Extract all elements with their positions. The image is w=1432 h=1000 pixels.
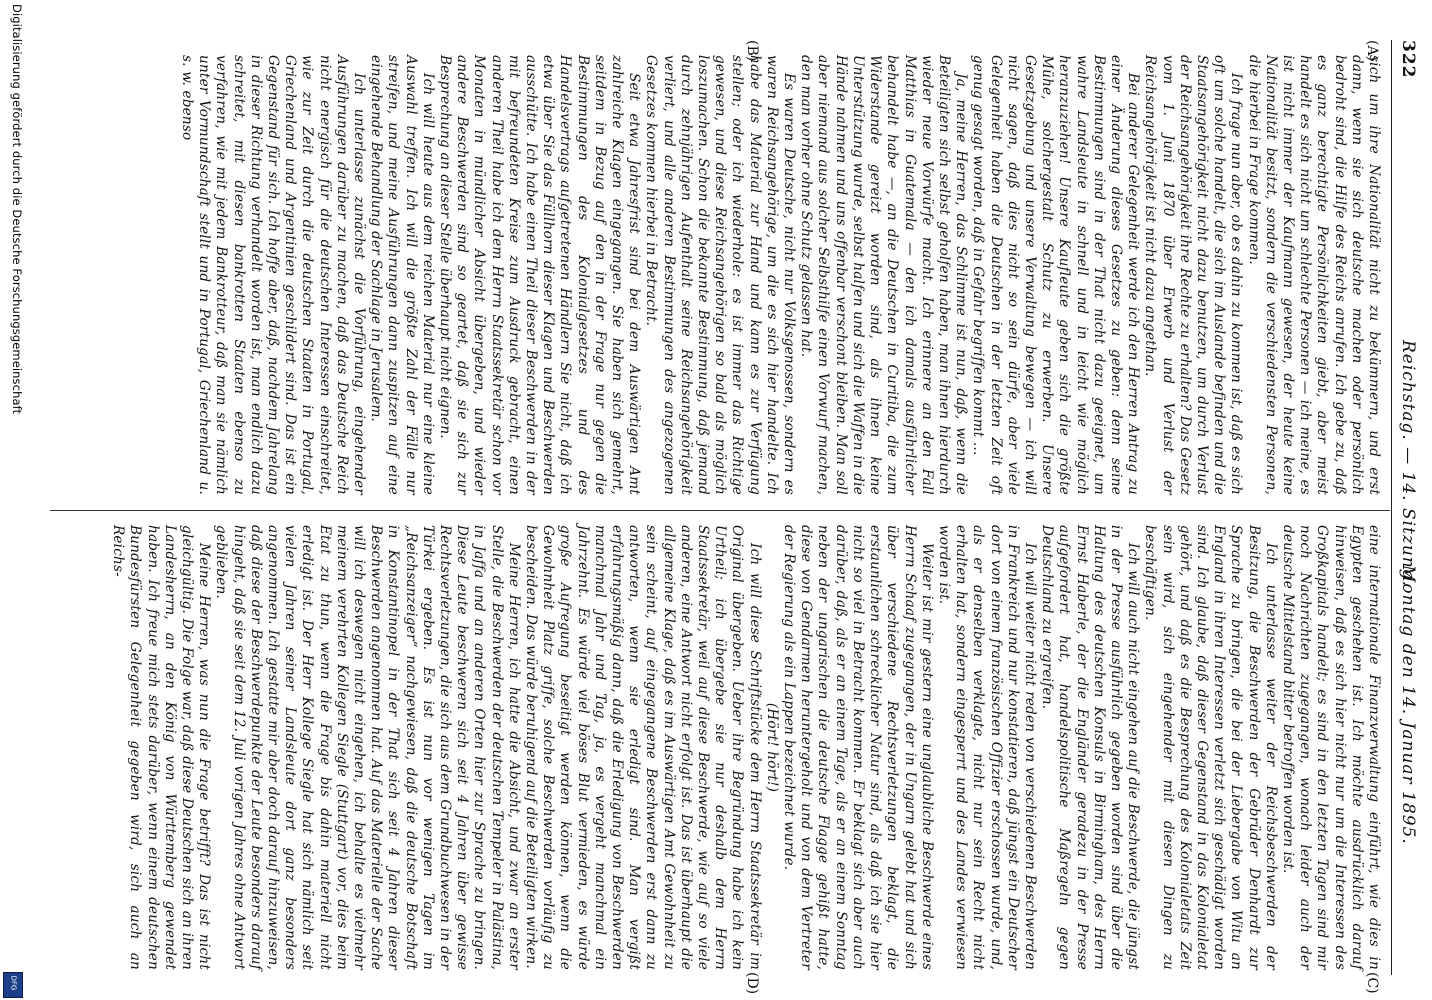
header-date: Montag den 14. Januar 1895.	[1398, 565, 1418, 845]
margin-mark-c: (C)	[1364, 972, 1380, 994]
dfg-logo-icon	[3, 972, 23, 998]
paragraph: Weiter ist mir gestern eine unglaubliche Beschwerde eines Herrn Schaaf zugegangen, der in Ungarn gelebt hat und sich über verschiedene Rechtsverletzungen beklagt, die erstaunlichen schrecklicher Natur sind, als daß ich sie hier nicht so viel in Betracht kommen. Er beklagt sich aber auch darüber, daß, als er an einem Tage, als er an einem Sonntag neben der ungarischen die deutsche Flagge gehißt hatte, diese von Gendarmen heruntergeholt und von dem Vertreter der Regierung als ein Lappen bezeichnet wurde.	[781, 525, 935, 970]
paragraph: Seit etwa Jahresfrist sind bei dem Auswärtigen Amt zahlreiche Klagen eingegangen. Sie haben sich gemehrt, seitdem in Bezug auf den in der Frage nur gegen die Bestimmungen des Kolonialgesetzes und des Handelsvertrags aufgetretenen Händlern Sie nicht, daß ich etwa über Sie das Füllhorn dieser Klagen und Beschwerden ausschütte. Ich habe einen Theil dieser Beschwerden in der mit befreundeten Kreise zum Ausdruck gebracht, einen anderen Theil habe ich dem Herrn Staatssekretär schon vor Monaten in mündlicher Absicht übergeben, und wieder andere Beschwerden sind so geartet, daß sie sich zur Besprechung an dieser Stelle überhaupt nicht eignen.	[437, 55, 643, 495]
paragraph: Ich will heute aus dem reichen Material nur eine kleine Auswahl treffen. Ich will die größte Zahl der Fälle nur streifen, und meine Ausführungen dann zuspitzen auf eine eingehende Behandlung der Sachlage in Jerusalem.	[368, 55, 436, 495]
paragraph: Ich will diese Schriftstücke dem Herrn Staatssekretär im Original übergeben. Ueber ihre Begründung habe ich kein Urtheil; ich übergebe sie nur deshalb dem Herrn Staatssekretär, weil auf diese Beschwerde, wie auf so viele anderen, eine Antwort nicht erfolgt ist. Das ist überhaupt die allgemeine Klage, daß es im Auswärtigen Amt Gewohnheit zu sein scheint, auf eingegangene Beschwerden erst dann zu antworten, wenn sie erledigt sind. Man vergißt erfahrungsmäßig dann, daß die Erledigung von Beschwerden manchmal Jahr und Tag, ja, es vergeht manchmal ein Jahrzehnt. Es würde viel böses Blut vermieden, es würde große Aufregung beseitigt werden können, wenn die Gewohnheit Platz griffe, solche Beschwerden vorläufig zu bescheiden. Das würde beruhigend auf die Beteiligten wirken.	[523, 525, 763, 970]
paragraph: Meine Herren, was nun die Frage betrifft? Das ist nicht gleichgültig. Die Folge war, daß diese Deutschen sich an ihren Landesherrn, an den König von Württemberg gewendet haben. Ich freue mich stets darüber, wenn einem deutschen Bundesfürsten Gelegenheit gegeben wird, sich auch an Reichs-	[110, 525, 213, 970]
margin-mark-d: (D)	[744, 972, 760, 995]
paragraph: Ich frage nun aber, ob es dahin zu kommen ist, daß es sich oft um solche handelt, die sich im Auslande befinden und die Staatsangehörigkeit nicht dazu benutzen, um durch Verlust der Reichsangehörigkeit ihre Rechte zu erhalten? Das Gesetz vom 1. Juni 1870 über Erwerb und Verlust der Reichsangehörigkeit ist nicht dazu angethan.	[1142, 55, 1245, 495]
header-rule	[1391, 40, 1392, 975]
paragraph: Ich will weiter nicht reden von verschiedenen Beschwerden in Frankreich und nur konstatieren, daß jüngst ein Deutscher dort von einem französischen Offizier erschossen wurde, und, als er denselben verklagte, nicht nur sein Recht nicht erhalten hat, sondern eingesperrt und des Landes verwiesen worden ist.	[935, 525, 1038, 970]
paragraph: Bei anderer Gelegenheit werde ich den Herren Antrag zu einer Änderung dieses Gesetzes zu geben: denn seine Bestimmungen sind in der That nicht dazu geeignet, um wahre Landsleute in schnell und in leicht wie möglich heranzuziehen! Unsere Kaufleute geben sich die größte Mühe, solchergestalt Schutz zu erwerben. Unsere Gesetzgebung und unsere Verwaltung bewegen — ich will nicht sagen, daß dies nicht so sein dürfe, aber viele Gelegenheit haben die Deutschen in der letzten Zeit oft genug gesagt worden, daß in Gefahr begriffen kommt ...	[970, 55, 1142, 495]
paragraph: eine internationale Finanzverwaltung einführt, wie dies in Egypten geschehen ist. Ich möchte ausdrücklich darauf hinweisen, daß es sich hier nicht nur um die Interessen des Großkapitals handelt; es sind in den letzten Tagen sind mir noch Nachrichten zugegangen, wonach leider auch der deutsche Mittelstand bitter betroffen worden ist.	[1279, 525, 1382, 970]
digitization-note: Digitalisierung gefördert durch die Deutsche Forschungsgemeinschaft	[10, 4, 24, 415]
column-divider	[50, 510, 1390, 511]
interjection: (Hört! hört!)	[763, 702, 780, 793]
paragraph: Meine Herren, ich hatte die Absicht, und zwar an erster Stelle, die Beschwerden der deutschen Tempeler in Palästina, in Jaffa und an anderen Orten hier zur Sprache zu bringen. Diese Leute beschweren sich seit 4 Jahren über gewisse Rechtsverletzungen, die sich aus dem Grundbuchwesen in der Türkei ergeben. Es ist nun vor wenigen Tagen im „Reichsanzeiger“ nachgewiesen, daß die deutsche Botschaft in Konstantinopel in der That sich seit 4 Jahren dieser Beschwerden angenommen hat. Auf das Materielle der Sache will ich deswegen nicht eingehen, ich behalte es vielmehr meinem verehrten Kollegen Siegle (Stuttgart) vor, dies beim Etat zu thun, wenn die Frage bis dahin materiell nicht erledigt ist. Der Herr Kollege Siegle hat sich nämlich seit vielen Jahren seiner Landsleute dort ganz besonders angenommen. Ich gestatte mir aber doch darauf hinzuweisen, daß diese der Beschwerdepunkte der Leute besonders darauf hingeht, daß sie seit dem 12. Juli vorigen Jahres ohne Antwort geblieben.	[213, 525, 522, 970]
paragraph: Es waren Deutsche, nicht nur Volksgenossen, sondern es waren Reichsangehörige, um die es sich hier handelte. Ich habe das Material zur Hand und kann es zur Verfügung stellen; oder ich wiederhole: es ist immer das Richtige gewesen, und diese Reichsangehörigen so bald als möglich loszumachen. Schon die bekannte Bestimmung, daß jemand durch zehnjährigen Aufenthalt seine Reichsangehörigkeit verliert, und alle anderen Bestimmungen des angezogenen Gesetzes kommen hierbei in Betracht.	[643, 55, 798, 495]
margin-mark-b: (B)	[744, 40, 760, 62]
page-header	[1390, 40, 1422, 980]
left-column	[178, 55, 1382, 495]
paragraph: Ich unterlasse zunächst die Vorführung, eingehender Ausführungen darüber zu machen, daß das Deutsche Reich nicht energisch für die deutschen Interessen einschreitet, wie zur Zeit durch die deutschen Staaten in Portugal, Griechenland und Argentinien geschildert sind. Das ist ein Gegenstand für sich. Ich hoffe aber, daß, nachdem Jahrelang in dieser Richtung verhandelt worden ist, man endlich dazu schreitet, mit diesen bankrotten Staaten ebenso zu verfahren, wie mit jedem Bankrotteur, daß man sie nämlich unter Vormundschaft stellt und in Portugal, Griechenland u. s. w. ebenso	[178, 55, 368, 495]
paragraph: Ich unterlasse weiter der Reichsbeschwerden der Besitzung, die Beschwerden der Gebrüder Denhardt zur Sprache zu bringen, die bei der Liebergabe von Witu an England in ihren Interessen verletzt sich geschädigt worden sind. Ich glaube, daß dieser Gegenstand in das Kolonialetat gehört, und daß es die Besprechung des Kolonialetats Zeit sein wird, sich eingehender mit diesen Dingen zu beschäftigen.	[1142, 525, 1279, 970]
paragraph: sich um ihre Nationalität nicht zu bekümmern, und erst dann, wenn sie sich deutsche machen oder persönlich bedroht sind, die Hilfe des Reichs anrufen. Ich gebe zu, daß es ganz berechtigte Persönlichkeiten giebt, aber meist handelt es sich nicht um schlechte Personen — ich meine, es ist nicht immer der Kaufmann gewesen, der heute keine Nationalität besitzt, sondern die verschiedensten Personen, die hierbei in Frage kommen.	[1245, 55, 1382, 495]
paragraph: Ich will auch nicht eingehen auf die Beschwerde, die jüngst in der Presse ausführlich gegeben worden sind über die Haltung des deutschen Konsuls in Birmingham, des Herrn Ernst Haberle, der die Engländer geradezu in der Presse aufgefordert hat, handelspolitische Maßregeln gegen Deutschland zu ergreifen.	[1039, 525, 1142, 970]
header-title: Reichstag. — 14. Sitzung.	[1398, 340, 1418, 588]
paragraph: Ja, meine Herren, das Schlimme ist nun, daß, wenn die Beteiligten sich selbst geholfen haben, man ihnen hierdurch wieder neue Vorwürfe macht. Ich erinnere an den Fall Matthias in Guatemala — den ich damals ausführlicher behandelt habe —, an die Deutschen in Curitiba, die zum Widerstande gereizt worden sind, als ihnen keine Unterstützung wurde, selbst halfen und sich die Waffen in die Hände nahmen und uns offenbar verschont bleiben. Man soll aber niemand aus solcher Selbsthilfe einen Vorwurf machen, den man vorher ohne Schutz gelassen hat.	[798, 55, 970, 495]
right-column	[109, 525, 1382, 970]
margin-mark-a: (A)	[1364, 40, 1380, 62]
page-number: 322	[1398, 40, 1418, 79]
dfg-logo-text: DFG	[9, 975, 18, 991]
digitization-credit	[2, 4, 28, 996]
